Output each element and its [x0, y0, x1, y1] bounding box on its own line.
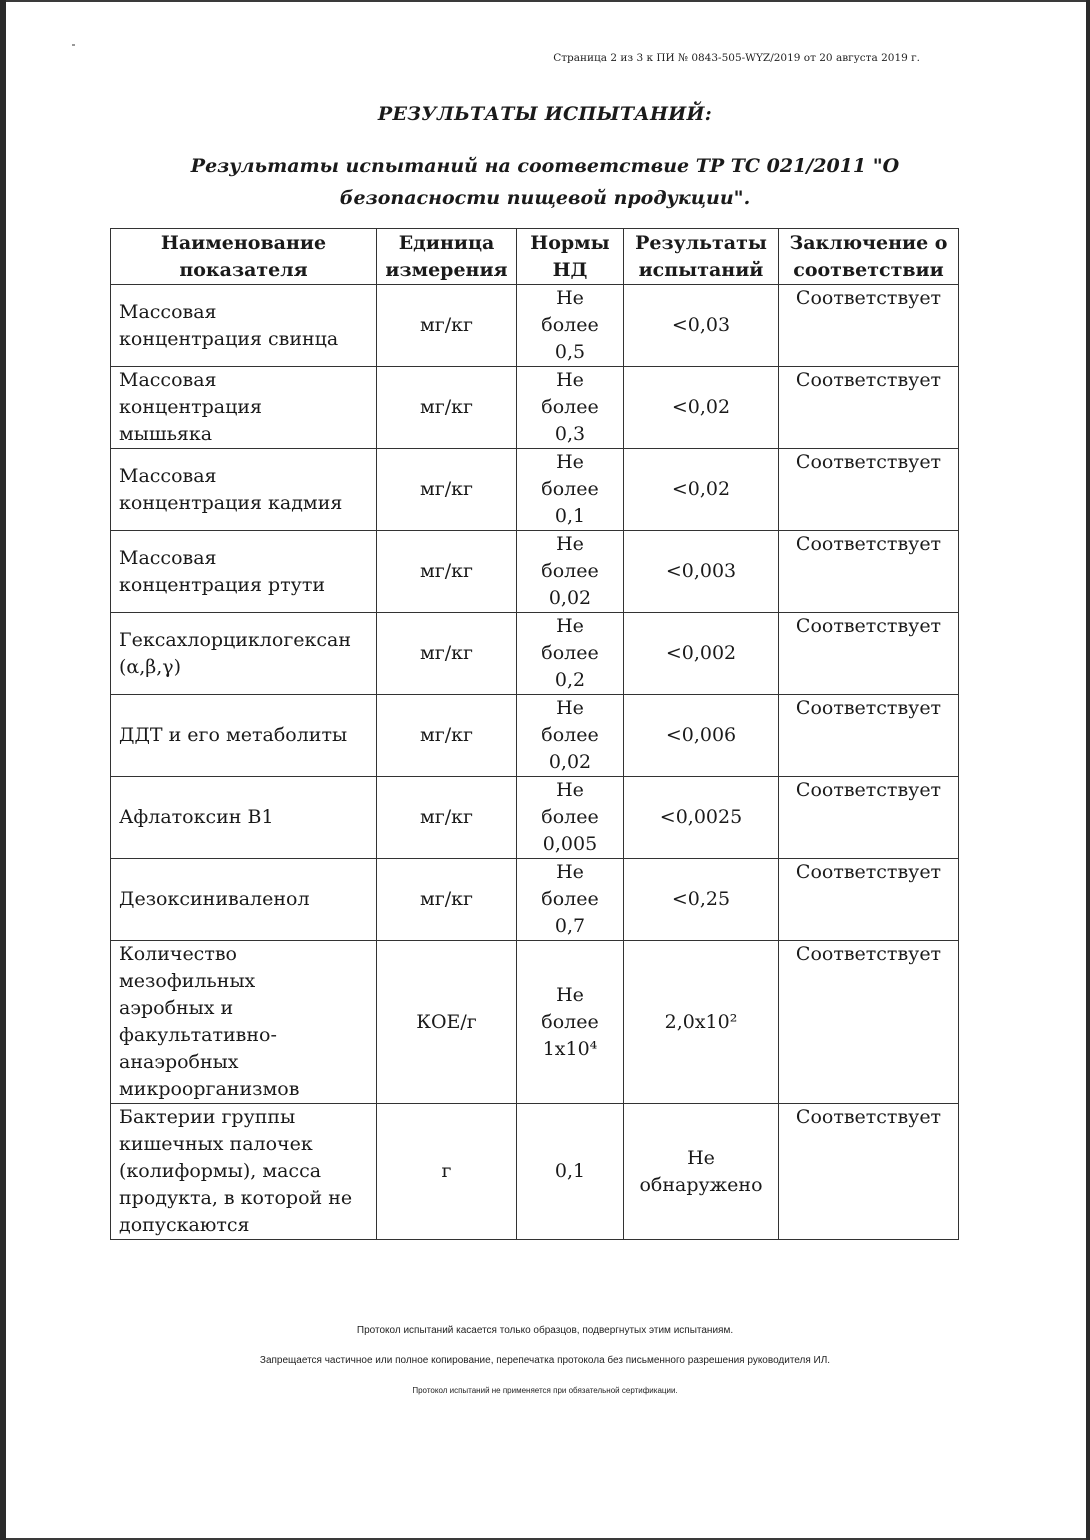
cell-norm: Не более 0,005	[517, 777, 624, 859]
cell-unit: мг/кг	[377, 859, 517, 941]
table-row	[111, 285, 959, 367]
page-reference: Страница 2 из 3 к ПИ № 0843-505-WYZ/2019 от 20 августа 2019 г.	[553, 52, 920, 64]
cell-norm: Не более 0,7	[517, 859, 624, 941]
cell-conclusion: Соответствует	[779, 449, 959, 531]
cell-conclusion: Соответствует	[779, 531, 959, 613]
header-unit: Единица измерения	[377, 229, 517, 285]
scan-speck	[72, 44, 75, 46]
document-title: РЕЗУЛЬТАТЫ ИСПЫТАНИЙ:	[377, 103, 713, 125]
cell-name: Гексахлорциклогексан (α,β,γ)	[111, 613, 377, 695]
table-row	[111, 449, 959, 531]
table-row	[111, 367, 959, 449]
cell-name: Массовая концентрация мышьяка	[111, 367, 377, 449]
cell-name: Массовая концентрация кадмия	[111, 449, 377, 531]
document-subtitle	[180, 150, 910, 214]
results-table	[110, 228, 959, 1240]
header-conclusion: Заключение о соответствии	[779, 229, 959, 285]
cell-name: Афлатоксин В1	[111, 777, 377, 859]
table-row	[111, 941, 959, 1104]
header-name: Наименование показателя	[111, 229, 377, 285]
cell-conclusion: Соответствует	[779, 695, 959, 777]
cell-name: Массовая концентрация ртути	[111, 531, 377, 613]
cell-result: <0,002	[624, 613, 779, 695]
table-row	[111, 695, 959, 777]
cell-result: <0,03	[624, 285, 779, 367]
table-row	[111, 777, 959, 859]
cell-result: <0,003	[624, 531, 779, 613]
cell-unit: мг/кг	[377, 777, 517, 859]
cell-result: <0,006	[624, 695, 779, 777]
cell-name: Массовая концентрация свинца	[111, 285, 377, 367]
cell-unit: мг/кг	[377, 613, 517, 695]
cell-norm: Не более 0,02	[517, 695, 624, 777]
cell-conclusion: Соответствует	[779, 285, 959, 367]
cell-norm: Не более 1x10⁴	[517, 941, 624, 1104]
cell-unit: мг/кг	[377, 449, 517, 531]
cell-unit: мг/кг	[377, 367, 517, 449]
cell-result: <0,25	[624, 859, 779, 941]
cell-conclusion: Соответствует	[779, 367, 959, 449]
cell-unit: КОЕ/г	[377, 941, 517, 1104]
footer-note-2: Запрещается частичное или полное копирование, перепечатка протокола без письменного разрешения руководителя ИЛ.	[259, 1355, 831, 1366]
table-row	[111, 613, 959, 695]
subtitle-line-2: безопасности пищевой продукции".	[339, 187, 751, 209]
cell-unit: мг/кг	[377, 531, 517, 613]
footer-note-1: Протокол испытаний касается только образцов, подвергнутых этим испытаниям.	[356, 1325, 734, 1336]
cell-unit: мг/кг	[377, 285, 517, 367]
cell-result: Не обнаружено	[624, 1104, 779, 1240]
cell-conclusion: Соответствует	[779, 859, 959, 941]
table-row	[111, 531, 959, 613]
cell-norm: Не более 0,3	[517, 367, 624, 449]
footer-note-3: Протокол испытаний не применяется при обязательной сертификации.	[412, 1386, 678, 1395]
subtitle-line-1: Результаты испытаний на соответствие ТР ТС 021/2011 "О	[190, 155, 900, 177]
cell-name: Количество мезофильных аэробных и факультативно- анаэробных микроорганизмов	[111, 941, 377, 1104]
cell-norm: 0,1	[517, 1104, 624, 1240]
table-row	[111, 1104, 959, 1240]
cell-result: <0,0025	[624, 777, 779, 859]
cell-name: Бактерии группы кишечных палочек (колиформы), масса продукта, в которой не допускаются	[111, 1104, 377, 1240]
cell-norm: Не более 0,1	[517, 449, 624, 531]
cell-result: <0,02	[624, 367, 779, 449]
table-header-row	[111, 229, 959, 285]
cell-name: Дезоксиниваленол	[111, 859, 377, 941]
cell-unit: мг/кг	[377, 695, 517, 777]
cell-norm: Не более 0,2	[517, 613, 624, 695]
cell-norm: Не более 0,02	[517, 531, 624, 613]
cell-conclusion: Соответствует	[779, 777, 959, 859]
header-norm: Нормы НД	[517, 229, 624, 285]
cell-conclusion: Соответствует	[779, 941, 959, 1104]
cell-result: 2,0x10²	[624, 941, 779, 1104]
cell-conclusion: Соответствует	[779, 613, 959, 695]
cell-name: ДДТ и его метаболиты	[111, 695, 377, 777]
table-row	[111, 859, 959, 941]
cell-result: <0,02	[624, 449, 779, 531]
header-result: Результаты испытаний	[624, 229, 779, 285]
cell-unit: г	[377, 1104, 517, 1240]
cell-conclusion: Соответствует	[779, 1104, 959, 1240]
cell-norm: Не более 0,5	[517, 285, 624, 367]
